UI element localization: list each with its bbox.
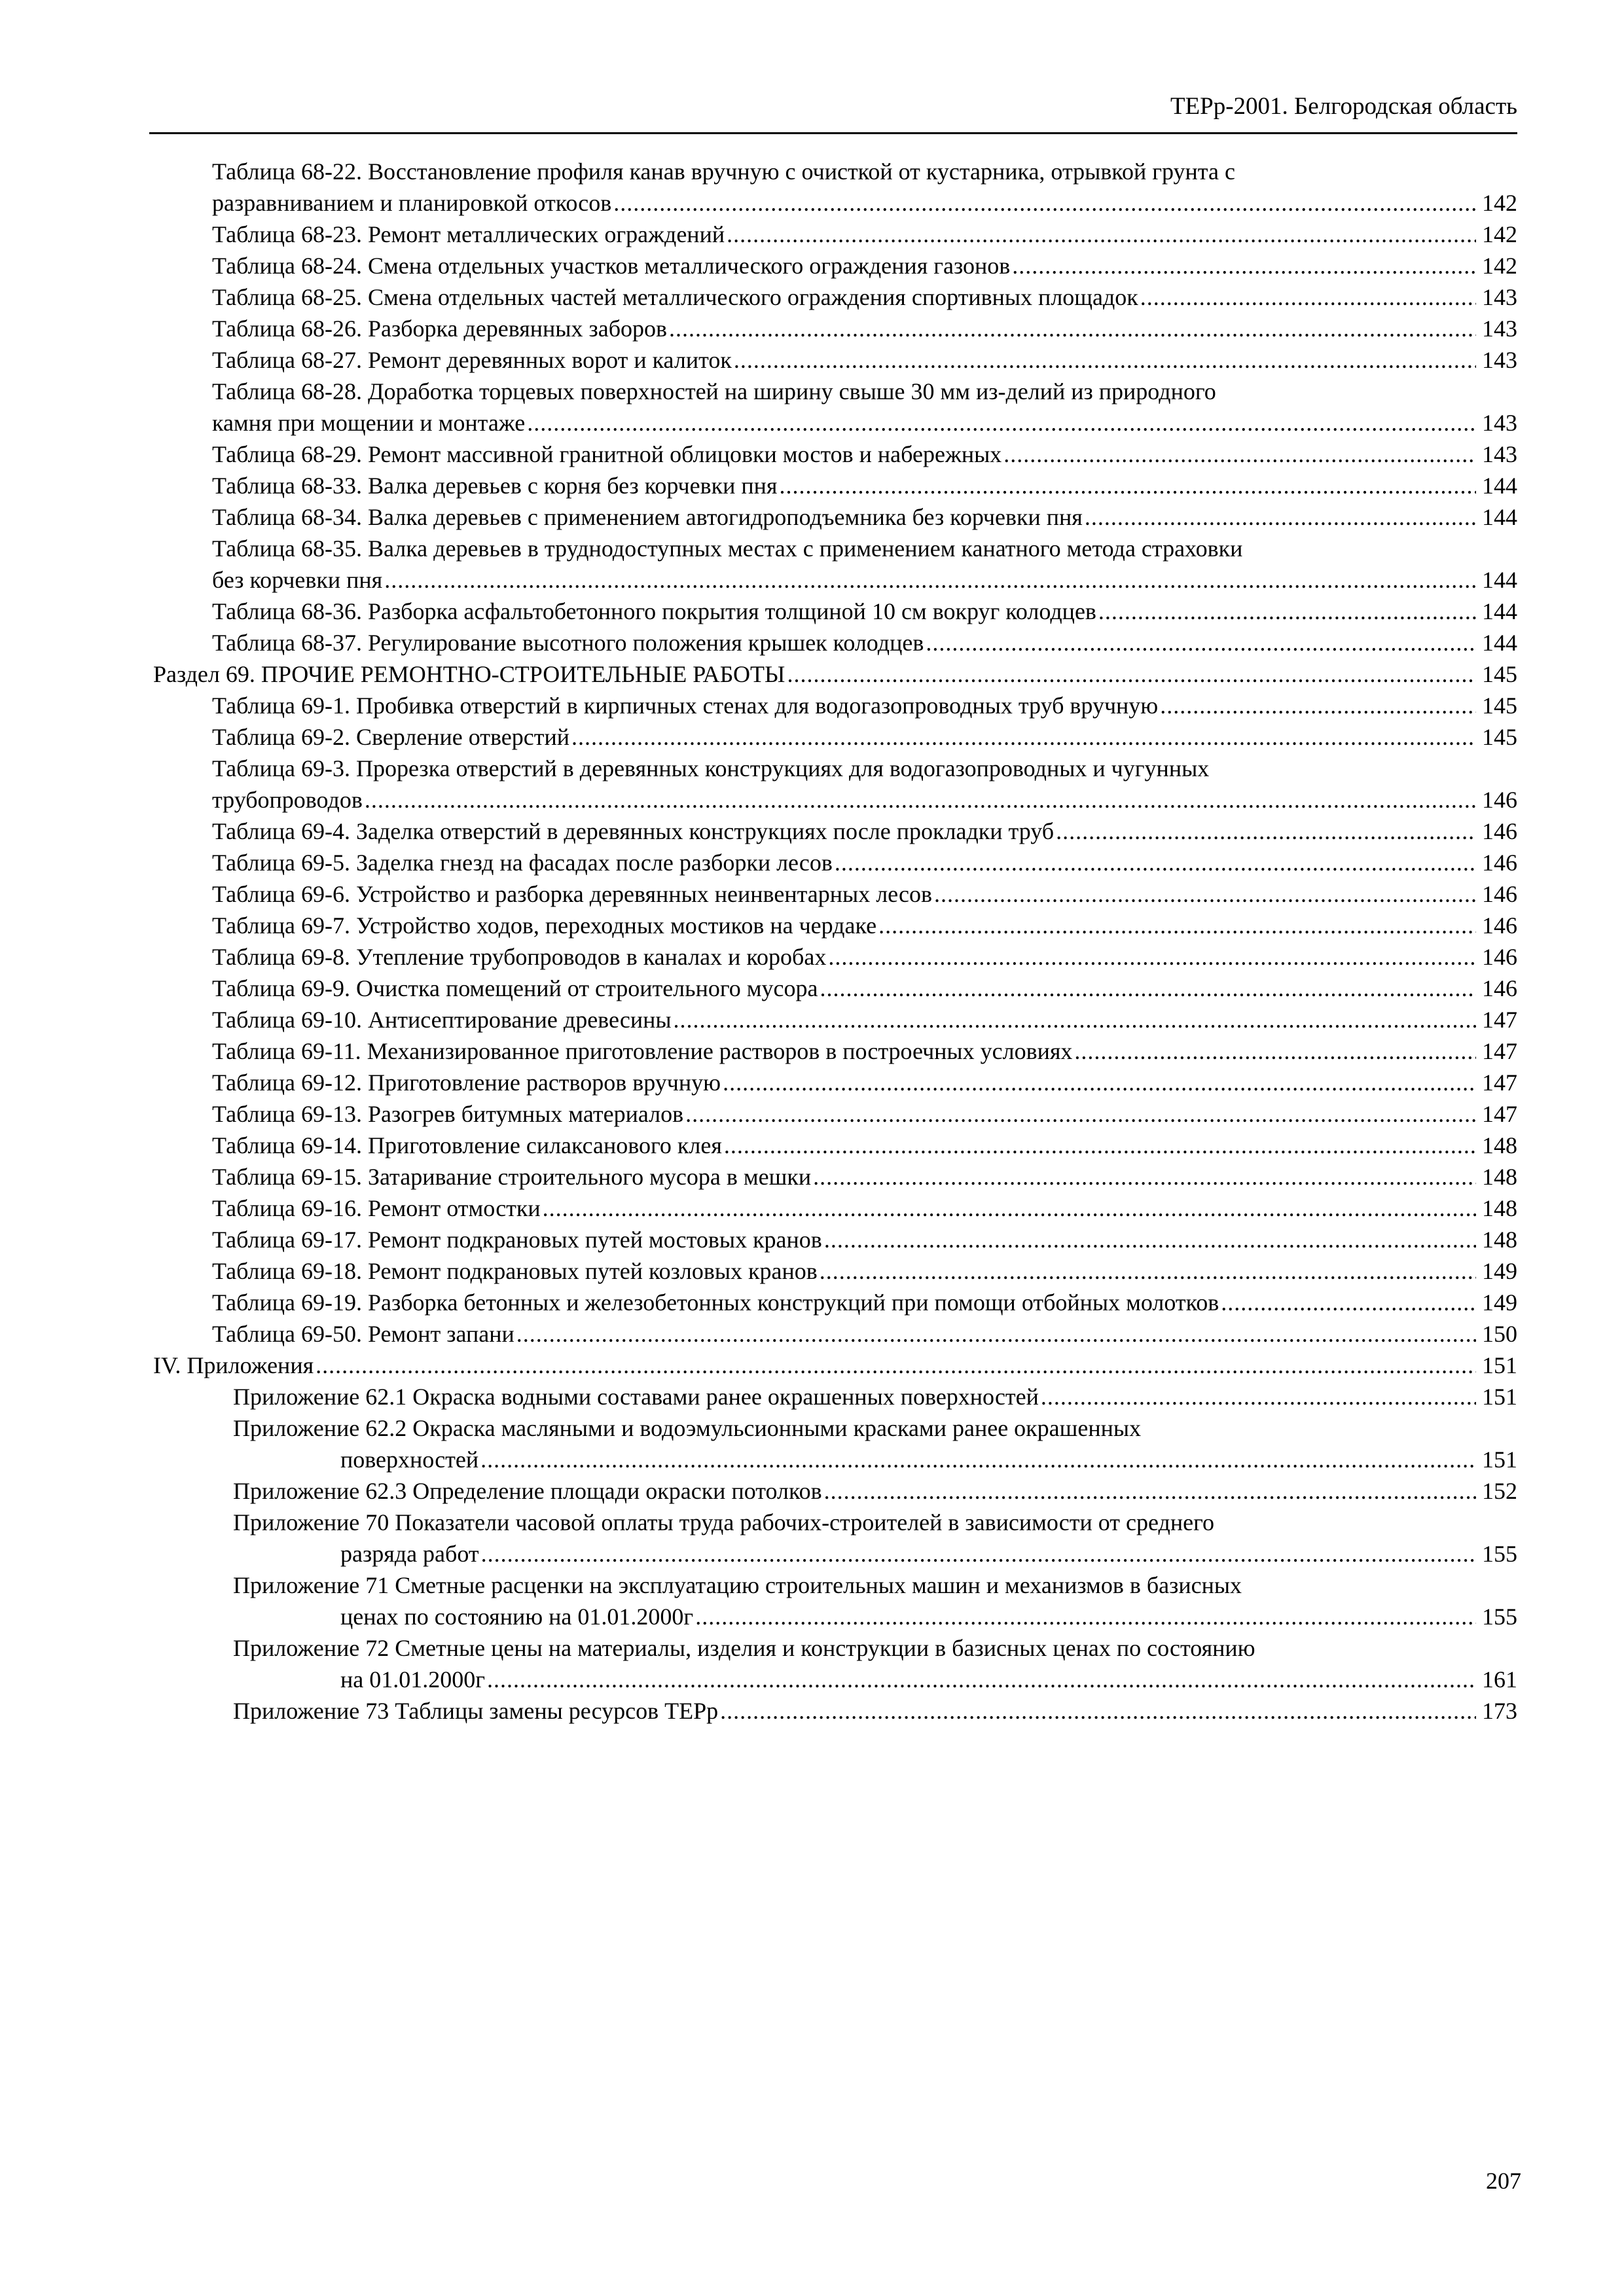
toc-entry-title: ценах по состоянию на 01.01.2000г: [340, 1604, 694, 1630]
toc-page-number: 144: [1482, 598, 1517, 624]
toc-page-number: 142: [1482, 253, 1517, 279]
dot-leader: [1160, 690, 1476, 721]
toc-page-number: 142: [1482, 221, 1517, 247]
toc-page-number: 149: [1482, 1258, 1517, 1284]
toc-entry-title: Таблица 69-50. Ремонт запани: [212, 1321, 514, 1347]
toc-entry-title: Приложение 70 Показатели часовой оплаты труда рабочих-строителей в зависимости от среднего: [233, 1509, 1214, 1535]
toc-entry-title: Таблица 69-9. Очистка помещений от строительного мусора: [212, 975, 818, 1001]
toc-entry-title: Раздел 69. ПРОЧИЕ РЕМОНТНО-СТРОИТЕЛЬНЫЕ РАБОТЫ: [153, 661, 785, 687]
toc-entry-title: Таблица 69-3. Прорезка отверстий в деревянных конструкциях для водогазопроводных и чугунных: [212, 755, 1210, 781]
toc-entry[interactable]: [0, 1632, 1517, 1695]
toc-page-number: 155: [1482, 1604, 1517, 1630]
dot-leader: [934, 878, 1476, 910]
dot-leader: [1085, 501, 1476, 533]
dot-leader: [1041, 1381, 1476, 1412]
toc-entry[interactable]: [0, 1067, 1517, 1098]
toc-entry[interactable]: [0, 1570, 1517, 1632]
dot-leader: [820, 973, 1476, 1004]
running-header: [149, 90, 1517, 134]
dot-leader: [1003, 439, 1476, 470]
toc-entry-title: Таблица 69-8. Утепление трубопроводов в каналах и коробах: [212, 944, 827, 970]
toc-entry-title: Таблица 69-17. Ремонт подкрановых путей мостовых кранов: [212, 1227, 822, 1253]
toc-entry[interactable]: [0, 1507, 1517, 1570]
dot-leader: [487, 1664, 1476, 1695]
toc-entry[interactable]: [0, 1318, 1517, 1350]
toc-page-number: 144: [1482, 504, 1517, 530]
dot-leader: [365, 784, 1476, 816]
toc-page-number: 151: [1482, 1446, 1517, 1473]
toc-entry[interactable]: [0, 344, 1517, 376]
toc-entry[interactable]: [0, 910, 1517, 941]
toc-entry-title: Таблица 69-11. Механизированное приготовление растворов в построечных условиях: [212, 1038, 1073, 1064]
toc-page-number: 155: [1482, 1541, 1517, 1567]
toc-entry[interactable]: [0, 439, 1517, 470]
toc-entry-title: Таблица 68-27. Ремонт деревянных ворот и калиток: [212, 347, 732, 373]
toc-entry[interactable]: [0, 1287, 1517, 1318]
toc-entry-title: Таблица 68-29. Ремонт массивной гранитной облицовки мостов и набережных: [212, 441, 1002, 467]
toc-entry-title: Таблица 69-5. Заделка гнезд на фасадах после разборки лесов: [212, 850, 833, 876]
toc-entry-title: Приложение 62.3 Определение площади окраски потолков: [233, 1478, 822, 1504]
page-number: 207: [1486, 2168, 1521, 2194]
toc-page-number: 147: [1482, 1038, 1517, 1064]
toc-entry[interactable]: [0, 847, 1517, 878]
toc-entry-title: Таблица 69-7. Устройство ходов, переходных мостиков на чердаке: [212, 912, 877, 939]
toc-page-number: 146: [1482, 850, 1517, 876]
toc-entry-title: без корчевки пня: [212, 567, 383, 593]
toc-page-number: 148: [1482, 1164, 1517, 1190]
toc-page-number: 146: [1482, 787, 1517, 813]
toc-entry-title: Таблица 69-15. Затаривание строительного мусора в мешки: [212, 1164, 812, 1190]
dot-leader: [543, 1193, 1476, 1224]
dot-leader: [481, 1538, 1476, 1570]
toc-page-number: 146: [1482, 975, 1517, 1001]
dot-leader: [674, 1004, 1476, 1035]
dot-leader: [1098, 596, 1476, 627]
toc-page-number: 146: [1482, 818, 1517, 844]
toc-entry-title: Таблица 69-4. Заделка отверстий в деревянных конструкциях после прокладки труб: [212, 818, 1055, 844]
toc-entry[interactable]: [0, 1035, 1517, 1067]
toc-page-number: 143: [1482, 315, 1517, 342]
toc-entry-title: Приложение 62.2 Окраска масляными и водоэмульсионными красками ранее окрашенных: [233, 1415, 1142, 1441]
dot-leader: [1012, 250, 1476, 281]
dot-leader: [685, 1098, 1476, 1130]
toc-entry[interactable]: [0, 1130, 1517, 1161]
dot-leader: [813, 1161, 1476, 1193]
toc-page-number: 151: [1482, 1384, 1517, 1410]
toc-entry-title: Таблица 68-34. Валка деревьев с применением автогидроподъемника без корчевки пня: [212, 504, 1083, 530]
dot-leader: [384, 564, 1476, 596]
dot-leader: [1140, 281, 1476, 313]
toc-page-number: 144: [1482, 567, 1517, 593]
toc-entry-title: IV. Приложения: [153, 1352, 314, 1378]
toc-entry[interactable]: [0, 533, 1517, 596]
toc-entry-title: Таблица 69-2. Сверление отверстий: [212, 724, 569, 750]
toc-entry-title: на 01.01.2000г: [340, 1666, 486, 1693]
toc-entry[interactable]: [0, 1412, 1517, 1475]
dot-leader: [734, 344, 1476, 376]
dot-leader: [824, 1475, 1476, 1507]
dot-leader: [724, 1130, 1476, 1161]
header-title: ТЕРр-2001. Белгородская область: [1170, 93, 1517, 120]
dot-leader: [1056, 816, 1476, 847]
toc-page-number: 145: [1482, 661, 1517, 687]
toc-page-number: 147: [1482, 1069, 1517, 1096]
dot-leader: [516, 1318, 1476, 1350]
dot-leader: [1221, 1287, 1476, 1318]
toc-page-number: 143: [1482, 284, 1517, 310]
dot-leader: [787, 658, 1476, 690]
toc-entry[interactable]: [0, 1255, 1517, 1287]
toc-page-number: 142: [1482, 190, 1517, 216]
toc-entry-title: Таблица 68-26. Разборка деревянных заборов: [212, 315, 668, 342]
toc-entry[interactable]: [0, 1098, 1517, 1130]
toc-entry[interactable]: [0, 941, 1517, 973]
toc-entry-title: поверхностей: [340, 1446, 479, 1473]
toc-entry[interactable]: [0, 878, 1517, 910]
toc-page-number: 146: [1482, 912, 1517, 939]
toc-entry[interactable]: [0, 1004, 1517, 1035]
dot-leader: [835, 847, 1476, 878]
toc-entry[interactable]: [0, 816, 1517, 847]
toc-page-number: 144: [1482, 473, 1517, 499]
toc-page-number: 143: [1482, 347, 1517, 373]
toc-entry-title: разряда работ: [340, 1541, 479, 1567]
toc-entry-title: Таблица 68-25. Смена отдельных частей металлического ограждения спортивных площадок: [212, 284, 1138, 310]
toc-entry[interactable]: [0, 973, 1517, 1004]
toc-entry-title: Таблица 68-24. Смена отдельных участков металлического ограждения газонов: [212, 253, 1011, 279]
dot-leader: [480, 1444, 1476, 1475]
dot-leader: [828, 941, 1476, 973]
toc-entry-title: трубопроводов: [212, 787, 363, 813]
toc-page-number: 151: [1482, 1352, 1517, 1378]
toc-page-number: 147: [1482, 1007, 1517, 1033]
toc-page-number: 144: [1482, 630, 1517, 656]
toc-entry-title: Таблица 68-23. Ремонт металлических ограждений: [212, 221, 725, 247]
toc-page-number: 143: [1482, 410, 1517, 436]
toc-page-number: 148: [1482, 1195, 1517, 1221]
toc-page-number: 145: [1482, 724, 1517, 750]
toc-entry-title: Таблица 69-16. Ремонт отмостки: [212, 1195, 541, 1221]
toc-entry-title: Таблица 69-19. Разборка бетонных и железобетонных конструкций при помощи отбойных молотков: [212, 1289, 1219, 1316]
toc-entry[interactable]: [0, 721, 1517, 753]
toc-page-number: 152: [1482, 1478, 1517, 1504]
dot-leader: [669, 313, 1476, 344]
toc-page-number: 173: [1482, 1698, 1517, 1724]
toc-entry[interactable]: [0, 1475, 1517, 1507]
toc-entry[interactable]: [0, 690, 1517, 721]
toc-entry[interactable]: [0, 596, 1517, 627]
toc-entry-title: Таблица 69-6. Устройство и разборка деревянных неинвентарных лесов: [212, 881, 933, 907]
toc-page-number: 150: [1482, 1321, 1517, 1347]
toc-entry-title: Приложение 72 Сметные цены на материалы, изделия и конструкции в базисных ценах по состоянию: [233, 1635, 1255, 1661]
toc-page-number: 161: [1482, 1666, 1517, 1693]
dot-leader: [571, 721, 1476, 753]
toc-page-number: 148: [1482, 1227, 1517, 1253]
toc-entry[interactable]: [0, 1381, 1517, 1412]
toc-entry-title: Таблица 69-14. Приготовление силаксанового клея: [212, 1132, 722, 1158]
toc-entry[interactable]: [0, 219, 1517, 250]
toc-entry-title: Таблица 68-37. Регулирование высотного положения крышек колодцев: [212, 630, 924, 656]
toc-entry-title: Приложение 71 Сметные расценки на эксплуатацию строительных машин и механизмов в базисных: [233, 1572, 1242, 1598]
dot-leader: [527, 407, 1476, 439]
toc-entry[interactable]: [0, 658, 1517, 690]
toc-entry-title: Приложение 73 Таблицы замены ресурсов ТЕРр: [233, 1698, 719, 1724]
toc-entry[interactable]: [0, 1350, 1517, 1381]
toc-entry[interactable]: [0, 470, 1517, 501]
toc-entry[interactable]: [0, 1161, 1517, 1193]
toc-entry[interactable]: [0, 281, 1517, 313]
toc-entry-title: Таблица 68-33. Валка деревьев с корня без корчевки пня: [212, 473, 778, 499]
toc-entry-title: Таблица 68-28. Доработка торцевых поверхностей на ширину свыше 30 мм из-делий из природного: [212, 378, 1216, 404]
toc-entry-title: Приложение 62.1 Окраска водными составами ранее окрашенных поверхностей: [233, 1384, 1039, 1410]
toc-page-number: 146: [1482, 944, 1517, 970]
toc-page-number: 146: [1482, 881, 1517, 907]
dot-leader: [723, 1067, 1476, 1098]
toc-page-number: 149: [1482, 1289, 1517, 1316]
toc-entry-title: Таблица 69-18. Ремонт подкрановых путей козловых кранов: [212, 1258, 818, 1284]
toc-entry[interactable]: [0, 627, 1517, 658]
dot-leader: [727, 219, 1476, 250]
toc-page-number: 145: [1482, 692, 1517, 719]
dot-leader: [613, 187, 1476, 219]
dot-leader: [926, 627, 1476, 658]
dot-leader: [720, 1695, 1476, 1727]
toc-entry-title: Таблица 68-36. Разборка асфальтобетонного покрытия толщиной 10 см вокруг колодцев: [212, 598, 1096, 624]
toc-entry[interactable]: [0, 1193, 1517, 1224]
toc-entry-title: разравниванием и планировкой откосов: [212, 190, 612, 216]
toc-entry-title: Таблица 69-13. Разогрев битумных материалов: [212, 1101, 684, 1127]
toc-entry-title: Таблица 69-10. Антисептирование древесины: [212, 1007, 672, 1033]
toc-entry-title: Таблица 68-35. Валка деревьев в труднодоступных местах с применением канатного метода страховки: [212, 535, 1243, 562]
dot-leader: [824, 1224, 1476, 1255]
toc-entry-title: Таблица 68-22. Восстановление профиля канав вручную с очисткой от кустарника, отрывкой грунта с: [212, 158, 1235, 185]
dot-leader: [779, 470, 1476, 501]
toc-entry[interactable]: [0, 250, 1517, 281]
dot-leader: [878, 910, 1476, 941]
dot-leader: [1074, 1035, 1476, 1067]
dot-leader: [695, 1601, 1476, 1632]
toc-entry[interactable]: [0, 1224, 1517, 1255]
toc-entry[interactable]: [0, 156, 1517, 219]
toc-entry[interactable]: [0, 753, 1517, 816]
toc-entry-title: Таблица 69-1. Пробивка отверстий в кирпичных стенах для водогазопроводных труб вручную: [212, 692, 1159, 719]
toc-page-number: 143: [1482, 441, 1517, 467]
toc-entry[interactable]: [0, 1695, 1517, 1727]
toc-page-number: 148: [1482, 1132, 1517, 1158]
toc-entry[interactable]: [0, 501, 1517, 533]
toc-page-number: 147: [1482, 1101, 1517, 1127]
toc-entry[interactable]: [0, 376, 1517, 439]
toc-entry[interactable]: [0, 313, 1517, 344]
dot-leader: [820, 1255, 1476, 1287]
toc-entry-title: Таблица 69-12. Приготовление растворов вручную: [212, 1069, 721, 1096]
dot-leader: [316, 1350, 1476, 1381]
toc-entry-title: камня при мощении и монтаже: [212, 410, 526, 436]
